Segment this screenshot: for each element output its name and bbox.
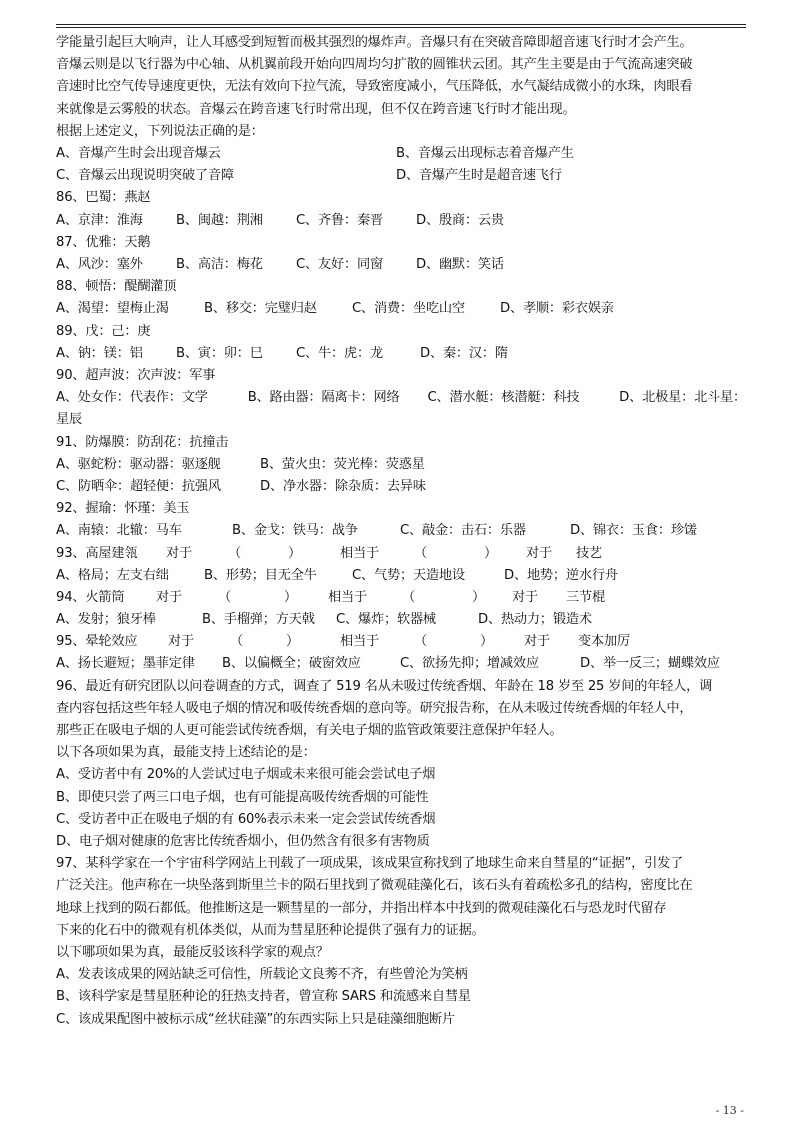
page-content	[56, 32, 746, 1031]
question-stem: 89、戊：己：庚	[56, 323, 151, 339]
option-d: D、电子烟对健康的危害比传统香烟小，但仍然含有很多有害物质	[56, 834, 430, 850]
stem-paren: （	[218, 589, 231, 605]
option-d: D、举一反三；蝴蝶效应	[580, 656, 720, 672]
header-rule	[56, 24, 746, 25]
stem-word: 对于	[526, 545, 552, 561]
option-row	[56, 387, 746, 409]
question-body-line: 97、某科学家在一个宇宙科学网站上刊载了一项成果，该成果宣称找到了地球生命来自彗星的“证据”，引发了	[56, 856, 684, 872]
stem-word: 对于	[168, 634, 194, 650]
option-a: A、受访者中有 20%的人尝试过电子烟或未来很可能会尝试电子烟	[56, 767, 436, 783]
option-d: D、锦衣：玉食：珍馐	[570, 523, 697, 539]
option-b: B、形势；目无全牛	[204, 567, 317, 583]
option-c: C、爆炸；软器械	[336, 612, 436, 628]
option-d: D、热动力；锻造术	[478, 612, 592, 628]
question-stem: 91、防爆膜：防刮花：抗撞击	[56, 434, 229, 450]
option-a: A、风沙：塞外	[56, 256, 143, 272]
option-b: B、高洁：梅花	[176, 256, 263, 272]
option-b: B、路由器：隔离卡：网络	[247, 390, 400, 406]
stem-term: 技艺	[576, 545, 602, 561]
option-a: A、发射；狼牙棒	[56, 612, 156, 628]
option-b: B、金戈：铁马：战争	[232, 523, 358, 539]
stem-term: 93、高屋建瓴	[56, 545, 138, 561]
option-c: C、消费：坐吃山空	[352, 301, 465, 317]
stem-paren: （	[230, 634, 243, 650]
option-d: D、孝顺：彩衣娱亲	[500, 301, 614, 317]
option-c: C、受访者中正在吸电子烟的有 60%表示未来一定会尝试传统香烟	[56, 811, 436, 827]
stem-paren: ）	[286, 634, 299, 650]
option-row	[56, 298, 746, 320]
option-b: B、以偏概全；破窗效应	[222, 656, 361, 672]
option-d: D、殷商：云贵	[416, 212, 504, 228]
stem-paren: ）	[480, 634, 493, 650]
stem-paren: ）	[284, 589, 297, 605]
page-number: - 13 -	[715, 1104, 744, 1117]
question-stem	[56, 587, 746, 609]
option-row	[56, 520, 746, 542]
option-a: A、京津：淮海	[56, 212, 143, 228]
header-rule-thin	[56, 27, 746, 28]
option-row	[56, 653, 746, 675]
stem-paren: （	[414, 545, 427, 561]
stem-term: 95、晕轮效应	[56, 634, 138, 650]
stem-word: 对于	[156, 589, 182, 605]
option-c: C、音爆云出现说明突破了音障	[56, 168, 234, 184]
option-d: D、秦：汉：隋	[420, 345, 508, 361]
stem-term: 三节棍	[566, 589, 605, 605]
stem-paren: （	[414, 634, 427, 650]
question-body-line: 那些正在吸电子烟的人更可能尝试传统香烟，有关电子烟的监管政策要注意保护年轻人。	[56, 723, 563, 739]
option-row	[56, 143, 746, 165]
question-stem: 88、顿悟：醍醐灌顶	[56, 279, 177, 295]
question-prompt: 以下哪项如果为真，最能反驳该科学家的观点？	[56, 945, 329, 961]
option-a: A、扬长避短；墨菲定律	[56, 656, 195, 672]
stem-paren: ）	[288, 545, 301, 561]
question-stem: 86、巴蜀：燕赵	[56, 190, 151, 206]
passage-line: 来就像是云雾般的状态。音爆云在跨音速飞行时常出现，但不仅在跨音速飞行时才能出现。	[56, 101, 576, 117]
option-c: C、牛：虎：龙	[296, 345, 383, 361]
option-a: A、钠：镁：铝	[56, 345, 143, 361]
stem-word: 对于	[166, 545, 192, 561]
question-body-line: 96、最近有研究团队以问卷调查的方式，调查了 519 名从未吸过传统香烟、年龄在 18 岁至 25 岁间的年轻人，调	[56, 678, 713, 694]
option-b: B、手榴弹；方天戟	[202, 612, 315, 628]
option-c: C、潜水艇：核潜艇：科技	[427, 390, 580, 406]
option-b: B、即使只尝了两三口电子烟，也有可能提高吸传统香烟的可能性	[56, 789, 429, 805]
stem-word: 对于	[512, 589, 538, 605]
option-c: C、友好：同窗	[296, 256, 383, 272]
question-stem	[56, 543, 746, 565]
option-a: A、南辕：北辙：马车	[56, 523, 182, 539]
option-c: C、欲扬先抑；增减效应	[400, 656, 539, 672]
stem-paren: （	[228, 545, 241, 561]
option-d: D、幽默：笑话	[416, 256, 504, 272]
option-a: A、格局；左支右绌	[56, 567, 169, 583]
passage-line: 学能量引起巨大响声，让人耳感受到短暂而极其强烈的爆炸声。音爆只有在突破音障即超音速飞行时才会产生。	[56, 35, 693, 50]
option-continuation: 星辰	[56, 412, 82, 428]
option-b: B、音爆云出现标志着音爆产生	[396, 146, 574, 162]
option-d: D、净水器：除杂质：去异味	[260, 478, 426, 494]
stem-paren: ）	[484, 545, 497, 561]
option-row	[56, 476, 746, 498]
question-body-line: 下来的化石中的微观有机体类似，从而为彗星胚种论提供了强有力的证据。	[56, 922, 485, 938]
option-a: A、发表该成果的网站缺乏可信性，所载论文良莠不齐，有些曾沦为笑柄	[56, 967, 468, 983]
option-a: A、驱蛇粉：驱动器：驱逐舰	[56, 456, 221, 472]
question-stem: 87、优雅：天鹅	[56, 234, 151, 250]
passage-line: 音速时比空气传导速度更快，无法有效向下拉气流，导致密度减小，气压降低，水气凝结成微小的水珠，肉眼看	[56, 79, 693, 95]
option-a: A、渴望：望梅止渴	[56, 301, 169, 317]
option-row	[56, 454, 746, 476]
question-stem: 92、握瑜：怀瑾：美玉	[56, 501, 190, 517]
option-d: D、地势；逆水行舟	[504, 567, 618, 583]
stem-term: 变本加厉	[578, 634, 630, 650]
question-body-line: 查内容包括这些年轻人吸电子烟的情况和吸传统香烟的意向等。研究报告称，在从未吸过传统香烟的年轻人中，	[56, 700, 693, 716]
option-b: B、该科学家是彗星胚种论的狂热支持者，曾宣称 SARS 和流感来自彗星	[56, 989, 471, 1005]
option-b: B、闽越：荆湘	[176, 212, 263, 228]
question-stem	[56, 631, 746, 653]
option-c: C、防晒伞：超轻便：抗强风	[56, 478, 221, 494]
option-row	[56, 210, 746, 232]
question-stem: 根据上述定义，下列说法正确的是：	[56, 123, 264, 139]
option-row	[56, 254, 746, 276]
stem-paren: （	[402, 589, 415, 605]
option-a: A、处女作：代表作：文学	[56, 390, 208, 406]
option-c: C、该成果配图中被标示成“丝状硅藻”的东西实际上只是硅藻细胞断片	[56, 1011, 455, 1027]
stem-term: 94、火箭筒	[56, 589, 125, 605]
option-d: D、北极星：北斗星：	[619, 390, 747, 406]
stem-word: 对于	[524, 634, 550, 650]
option-row	[56, 565, 746, 587]
option-row	[56, 165, 746, 187]
question-body-line: 广泛关注。他声称在一块坠落到斯里兰卡的陨石里找到了微观硅藻化石，该石头有着疏松多孔的结构，密度比在	[56, 878, 693, 894]
option-row	[56, 609, 746, 631]
option-d: D、音爆产生时是超音速飞行	[396, 168, 562, 184]
option-b: B、萤火虫：荧光棒：荧惑星	[260, 456, 425, 472]
option-b: B、移交：完璧归赵	[204, 301, 317, 317]
option-c: C、齐鲁：秦晋	[296, 212, 383, 228]
passage-line: 音爆云则是以飞行器为中心轴、从机翼前段开始向四周均匀扩散的圆锥状云团。其产生主要是由于气流高速突破	[56, 57, 693, 73]
question-stem: 90、超声波：次声波：军事	[56, 367, 216, 383]
stem-word: 相当于	[328, 589, 367, 605]
option-b: B、寅：卯：巳	[176, 345, 263, 361]
option-row	[56, 343, 746, 365]
option-c: C、气势；天造地设	[352, 567, 465, 583]
stem-word: 相当于	[340, 634, 379, 650]
stem-word: 相当于	[340, 545, 379, 561]
question-body-line: 地球上找到的陨石都低。他推断这是一颗彗星的一部分，并指出样本中找到的微观硅藻化石与恐龙时代留存	[56, 900, 667, 916]
stem-paren: ）	[472, 589, 485, 605]
option-c: C、敲金：击石：乐器	[400, 523, 526, 539]
question-prompt: 以下各项如果为真，最能支持上述结论的是：	[56, 745, 316, 761]
option-a: A、音爆产生时会出现音爆云	[56, 146, 221, 162]
